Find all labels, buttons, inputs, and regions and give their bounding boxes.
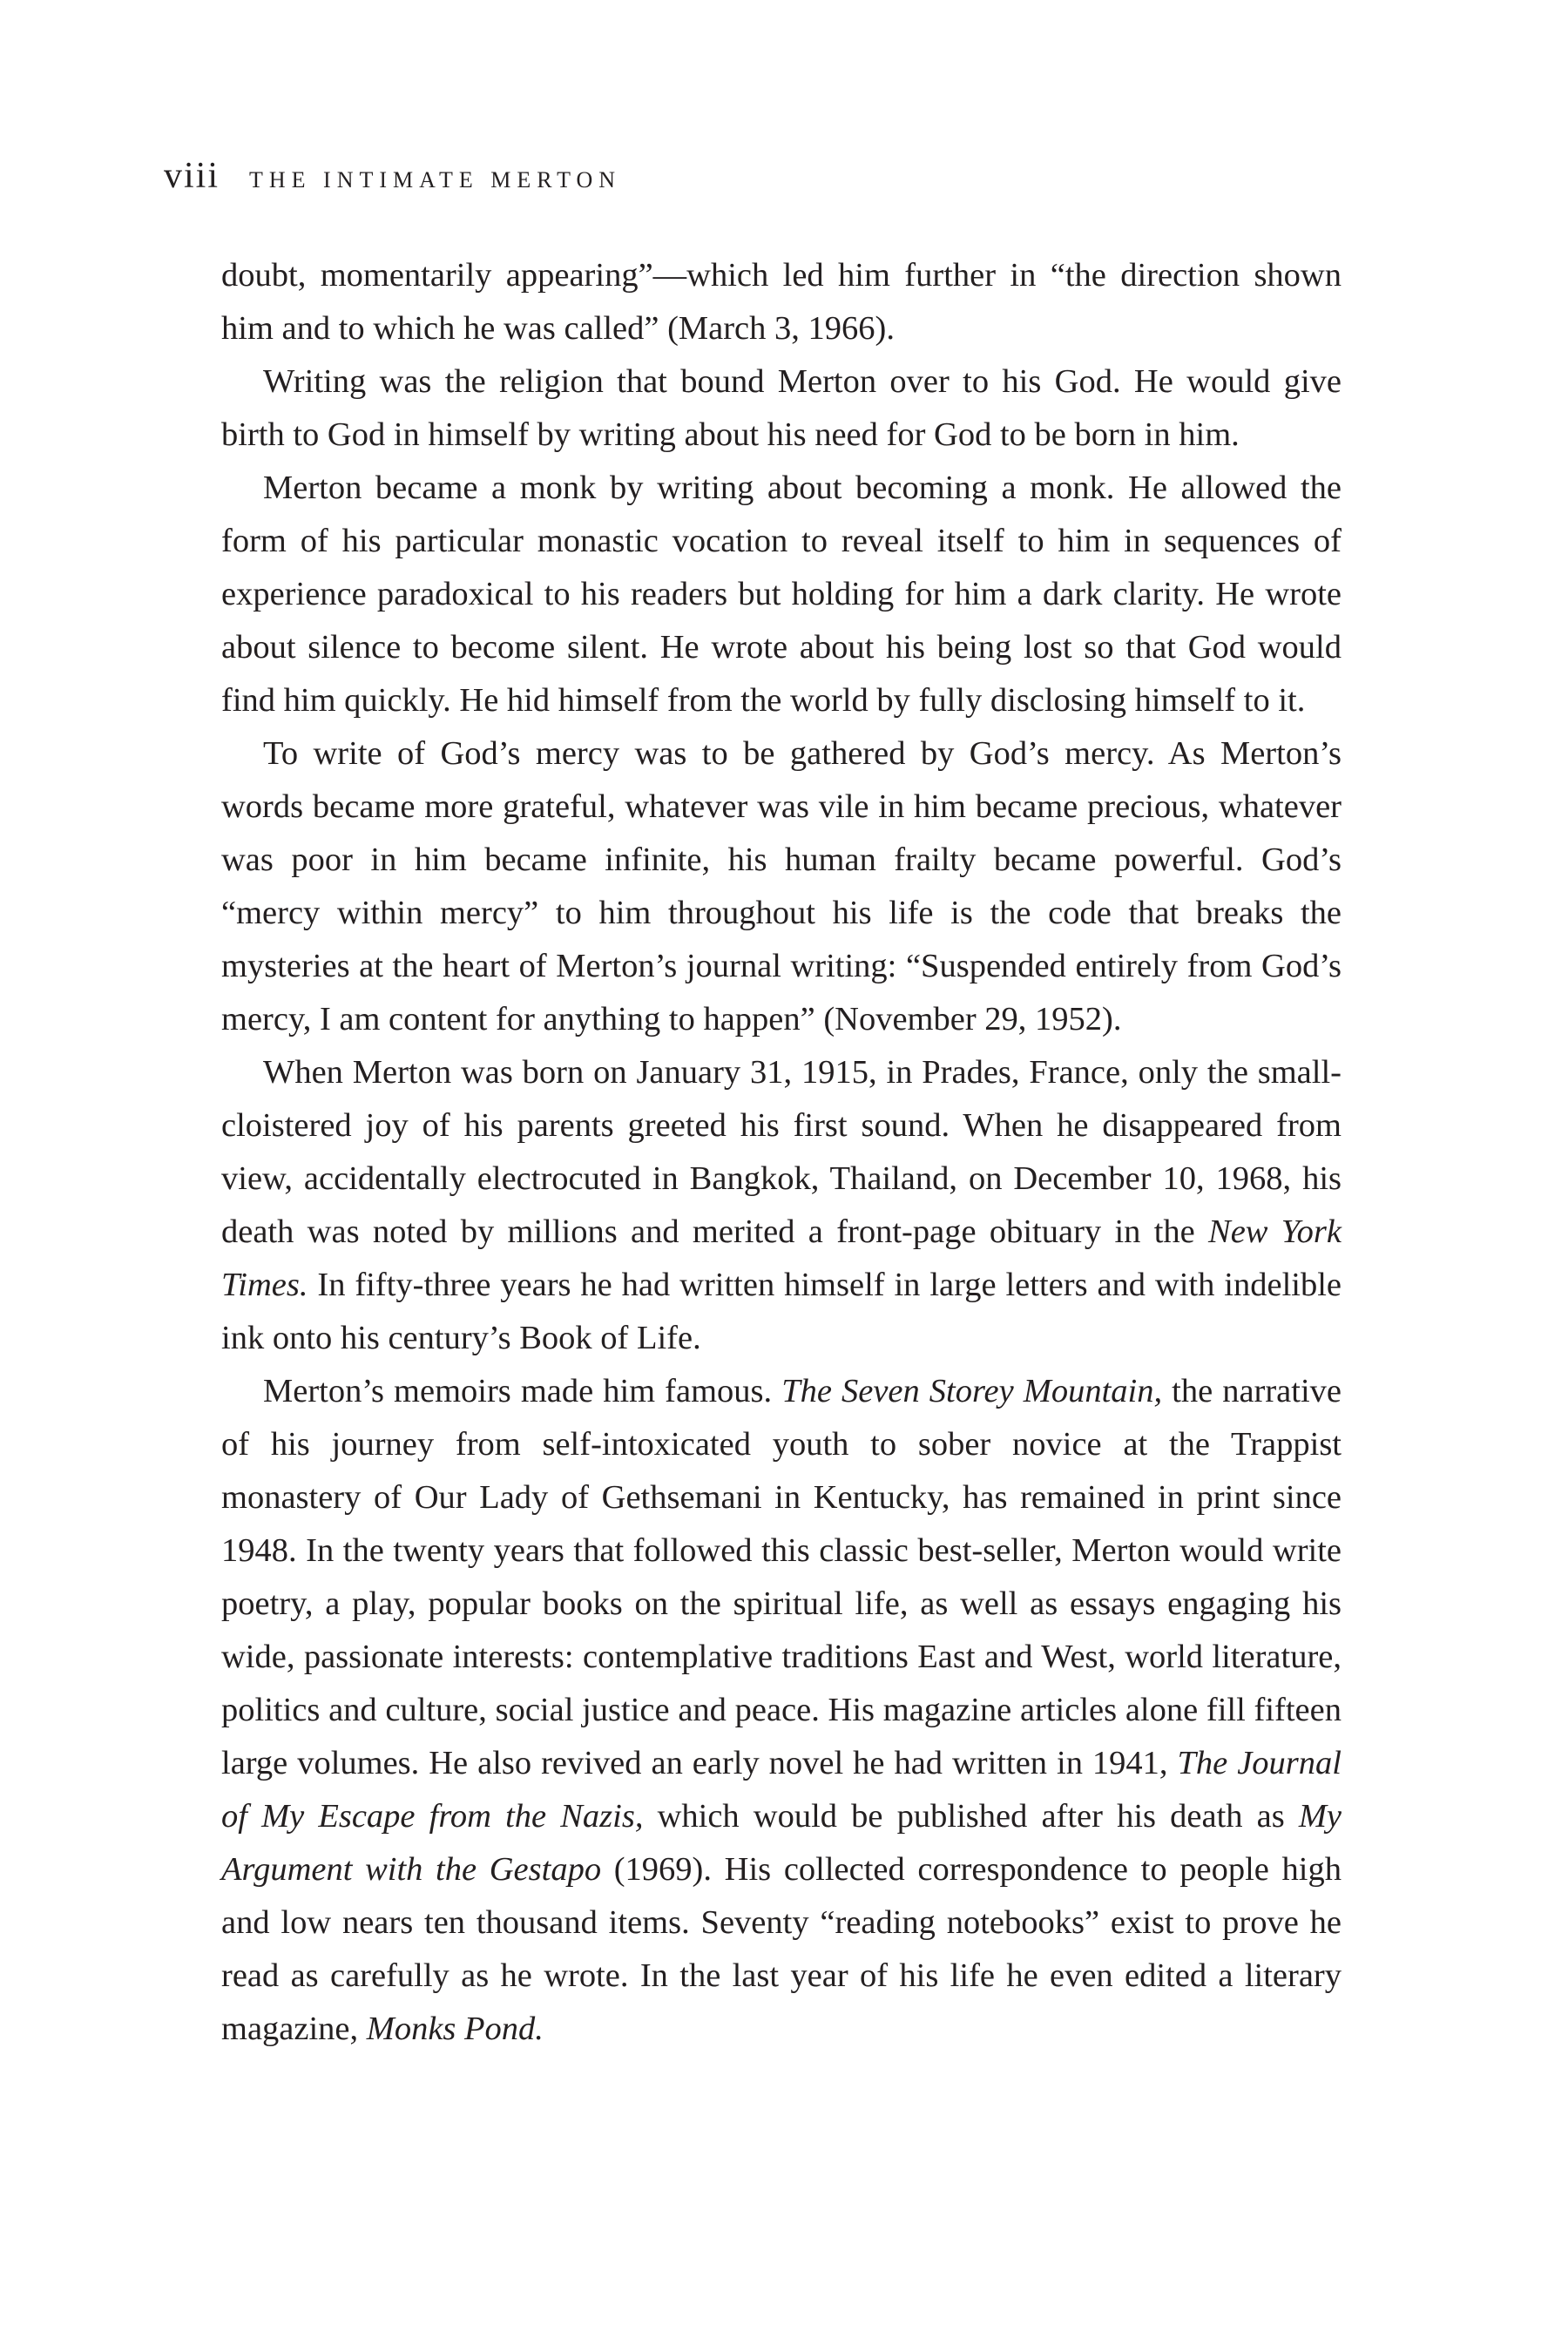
paragraph-text: Writing was the religion that bound Merton over to his God. He would give birth to God in himself by writing about his need for God to be born in him.: [221, 363, 1342, 453]
paragraph: [221, 249, 1342, 355]
paragraph-text: Merton’s memoirs made him famous.: [263, 1373, 782, 1409]
running-title: THE INTIMATE MERTON: [249, 167, 622, 193]
paragraph-text: Merton became a monk by writing about becoming a monk. He allowed the form of his particular monastic vocation to reveal itself to him in sequences of experience paradoxical to his readers but holding for him a dark clarity. He wrote about silence to become silent. He wrote about his being lost so that God would find him quickly. He hid himself from the world by fully disclosing himself to it.: [221, 470, 1342, 719]
paragraph-text: To write of God’s mercy was to be gathered by God’s mercy. As Merton’s words became more grateful, whatever was vile in him became precious, whatever was poor in him became infinite, his human frailty became powerful. God’s “mercy within mercy” to him throughout his life is the code that breaks the mysteries at the heart of Merton’s journal writing: “Suspended entirely from God’s mercy, I am content for anything to happen” (November 29, 1952).: [221, 735, 1342, 1037]
running-head: [164, 155, 621, 207]
paragraph: [221, 727, 1342, 1046]
paragraph-text: In fifty-three years he had written himself in large letters and with indelible ink onto his century’s Book of Life.: [221, 1267, 1342, 1356]
paragraph-text: When Merton was born on January 31, 1915, in Prades, France, only the small-cloistered joy of his parents greeted his first sound. When he disappeared from view, accidentally electrocuted in Bangkok, Thailand, on December 10, 1968, his death was noted by millions and merited a front-page obituary in the: [221, 1054, 1342, 1250]
italic-title: Monks Pond.: [366, 2011, 544, 2047]
paragraph: [221, 1365, 1342, 2056]
italic-title: The Seven Storey Mountain,: [781, 1373, 1163, 1409]
paragraph-text: (1969). His collected correspondence to people high and low nears ten thousand items. Seventy “reading notebooks” exist to prove he read as carefully as he wrote. In the last year of his life he even edited a literary magazine,: [221, 1851, 1342, 2047]
italic-title: My Argument with the Gestapo: [221, 1798, 1342, 1888]
italic-title: The Journal of My Escape from the Nazis,: [221, 1745, 1342, 1835]
paragraph: [221, 1046, 1342, 1365]
paragraph: [221, 355, 1342, 462]
body-text: [221, 249, 1342, 2056]
italic-title: New York Times.: [221, 1213, 1342, 1303]
paragraph-text: which would be published after his death as: [643, 1798, 1299, 1835]
page-number: viii: [164, 156, 220, 196]
paragraph: [221, 462, 1342, 727]
paragraph-text: the narrative of his journey from self-intoxicated youth to sober novice at the Trappist monastery of Our Lady of Gethsemani in Kentucky, has remained in print since 1948. In the twenty years that followed this classic best-seller, Merton would write poetry, a play, popular books on the spiritual life, as well as essays engaging his wide, passionate interests: contemplative traditions East and West, world literature, politics and culture, social justice and peace. His magazine articles alone fill fifteen large volumes. He also revived an early novel he had written in 1941,: [221, 1373, 1342, 1781]
paragraph-text: doubt, momentarily appearing”—which led him further in “the direction shown him and to which he was called” (March 3, 1966).: [221, 257, 1342, 347]
